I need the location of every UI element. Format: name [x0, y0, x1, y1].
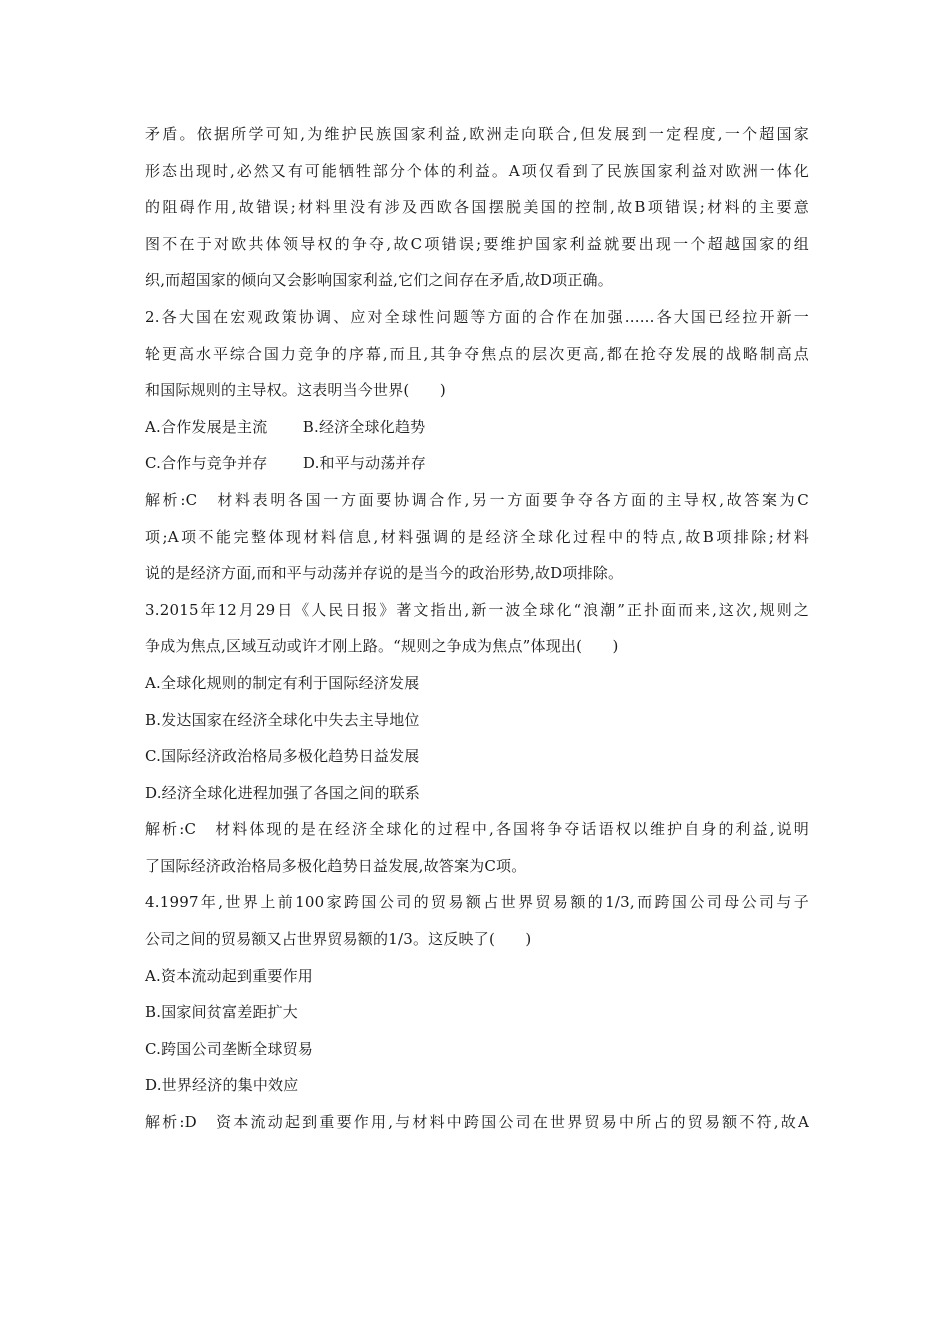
text-line: 图不在于对欧共体领导权的争夺,故C项错误;要维护国家利益就要出现一个超越国家的组: [145, 234, 809, 253]
text-line: 矛盾。依据所学可知,为维护民族国家利益,欧洲走向联合,但发展到一定程度,一个超国家: [145, 125, 809, 143]
question-4: [145, 892, 809, 1132]
text-line: 织,而超国家的倾向又会影响国家利益,它们之间存在矛盾,故D项正确。: [145, 271, 613, 290]
q4-option: C.跨国公司垄断全球贸易: [145, 1039, 314, 1058]
q3-option: A.全球化规则的制定有利于国际经济发展: [145, 673, 420, 692]
q2-options-row: A.合作发展是主流 B.经济全球化趋势: [145, 417, 426, 436]
q3-analysis-line: 解析:C 材料体现的是在经济全球化的过程中,各国将争夺话语权以维护自身的利益,说明: [145, 820, 809, 839]
q1-analysis-continued: [145, 124, 809, 290]
q2-stem-line: 2.各大国在宏观政策协调、应对全球性问题等方面的合作在加强......各大国已经拉开新一: [145, 307, 809, 326]
text-line: 的阻碍作用,故错误;材料里没有涉及西欧各国摆脱美国的控制,故B项错误;材料的主要意: [145, 198, 809, 217]
q3-option: C.国际经济政治格局多极化趋势日益发展: [145, 747, 420, 766]
q4-stem-line: 公司之间的贸易额又占世界贸易额的1/3。这反映了( ): [145, 930, 532, 949]
q4-option: A.资本流动起到重要作用: [145, 966, 314, 985]
q2-analysis-line: 说的是经济方面,而和平与动荡并存说的是当今的政治形势,故D项排除。: [145, 564, 624, 583]
document-page: [145, 124, 809, 1132]
text-line: 形态出现时,必然又有可能牺牲部分个体的利益。A项仅看到了民族国家利益对欧洲一体化: [145, 161, 809, 180]
q2-options-row: C.合作与竞争并存 D.和平与动荡并存: [145, 454, 426, 473]
q3-option: D.经济全球化进程加强了各国之间的联系: [145, 783, 421, 802]
q2-stem-line: 和国际规则的主导权。这表明当今世界( ): [145, 381, 446, 400]
q2-stem-line: 轮更高水平综合国力竞争的序幕,而且,其争夺焦点的层次更高,都在抢夺发展的战略制高点: [145, 344, 809, 363]
q3-option: B.发达国家在经济全球化中失去主导地位: [145, 710, 420, 729]
q4-option: D.世界经济的集中效应: [145, 1076, 299, 1095]
q4-analysis-line: 解析:D 资本流动起到重要作用,与材料中跨国公司在世界贸易中所占的贸易额不符,故A: [145, 1113, 809, 1132]
question-2: [145, 307, 809, 583]
question-3: [145, 600, 809, 876]
q2-analysis-line: 解析:C 材料表明各国一方面要协调合作,另一方面要争夺各方面的主导权,故答案为C: [145, 490, 809, 509]
q3-stem-line: 争成为焦点,区域互动或许才刚上路。“规则之争成为焦点”体现出( ): [145, 637, 619, 656]
q2-analysis-line: 项;A项不能完整体现材料信息,材料强调的是经济全球化过程中的特点,故B项排除;材料: [145, 527, 809, 546]
q3-stem-line: 3.2015年12月29日《人民日报》著文指出,新一波全球化“浪潮”正扑面而来,这次,规则之: [145, 600, 809, 619]
q4-stem-line: 4.1997年,世界上前100家跨国公司的贸易额占世界贸易额的1/3,而跨国公司母公司与子: [145, 893, 809, 912]
q4-option: B.国家间贫富差距扩大: [145, 1003, 298, 1022]
q3-analysis-line: 了国际经济政治格局多极化趋势日益发展,故答案为C项。: [145, 856, 527, 875]
